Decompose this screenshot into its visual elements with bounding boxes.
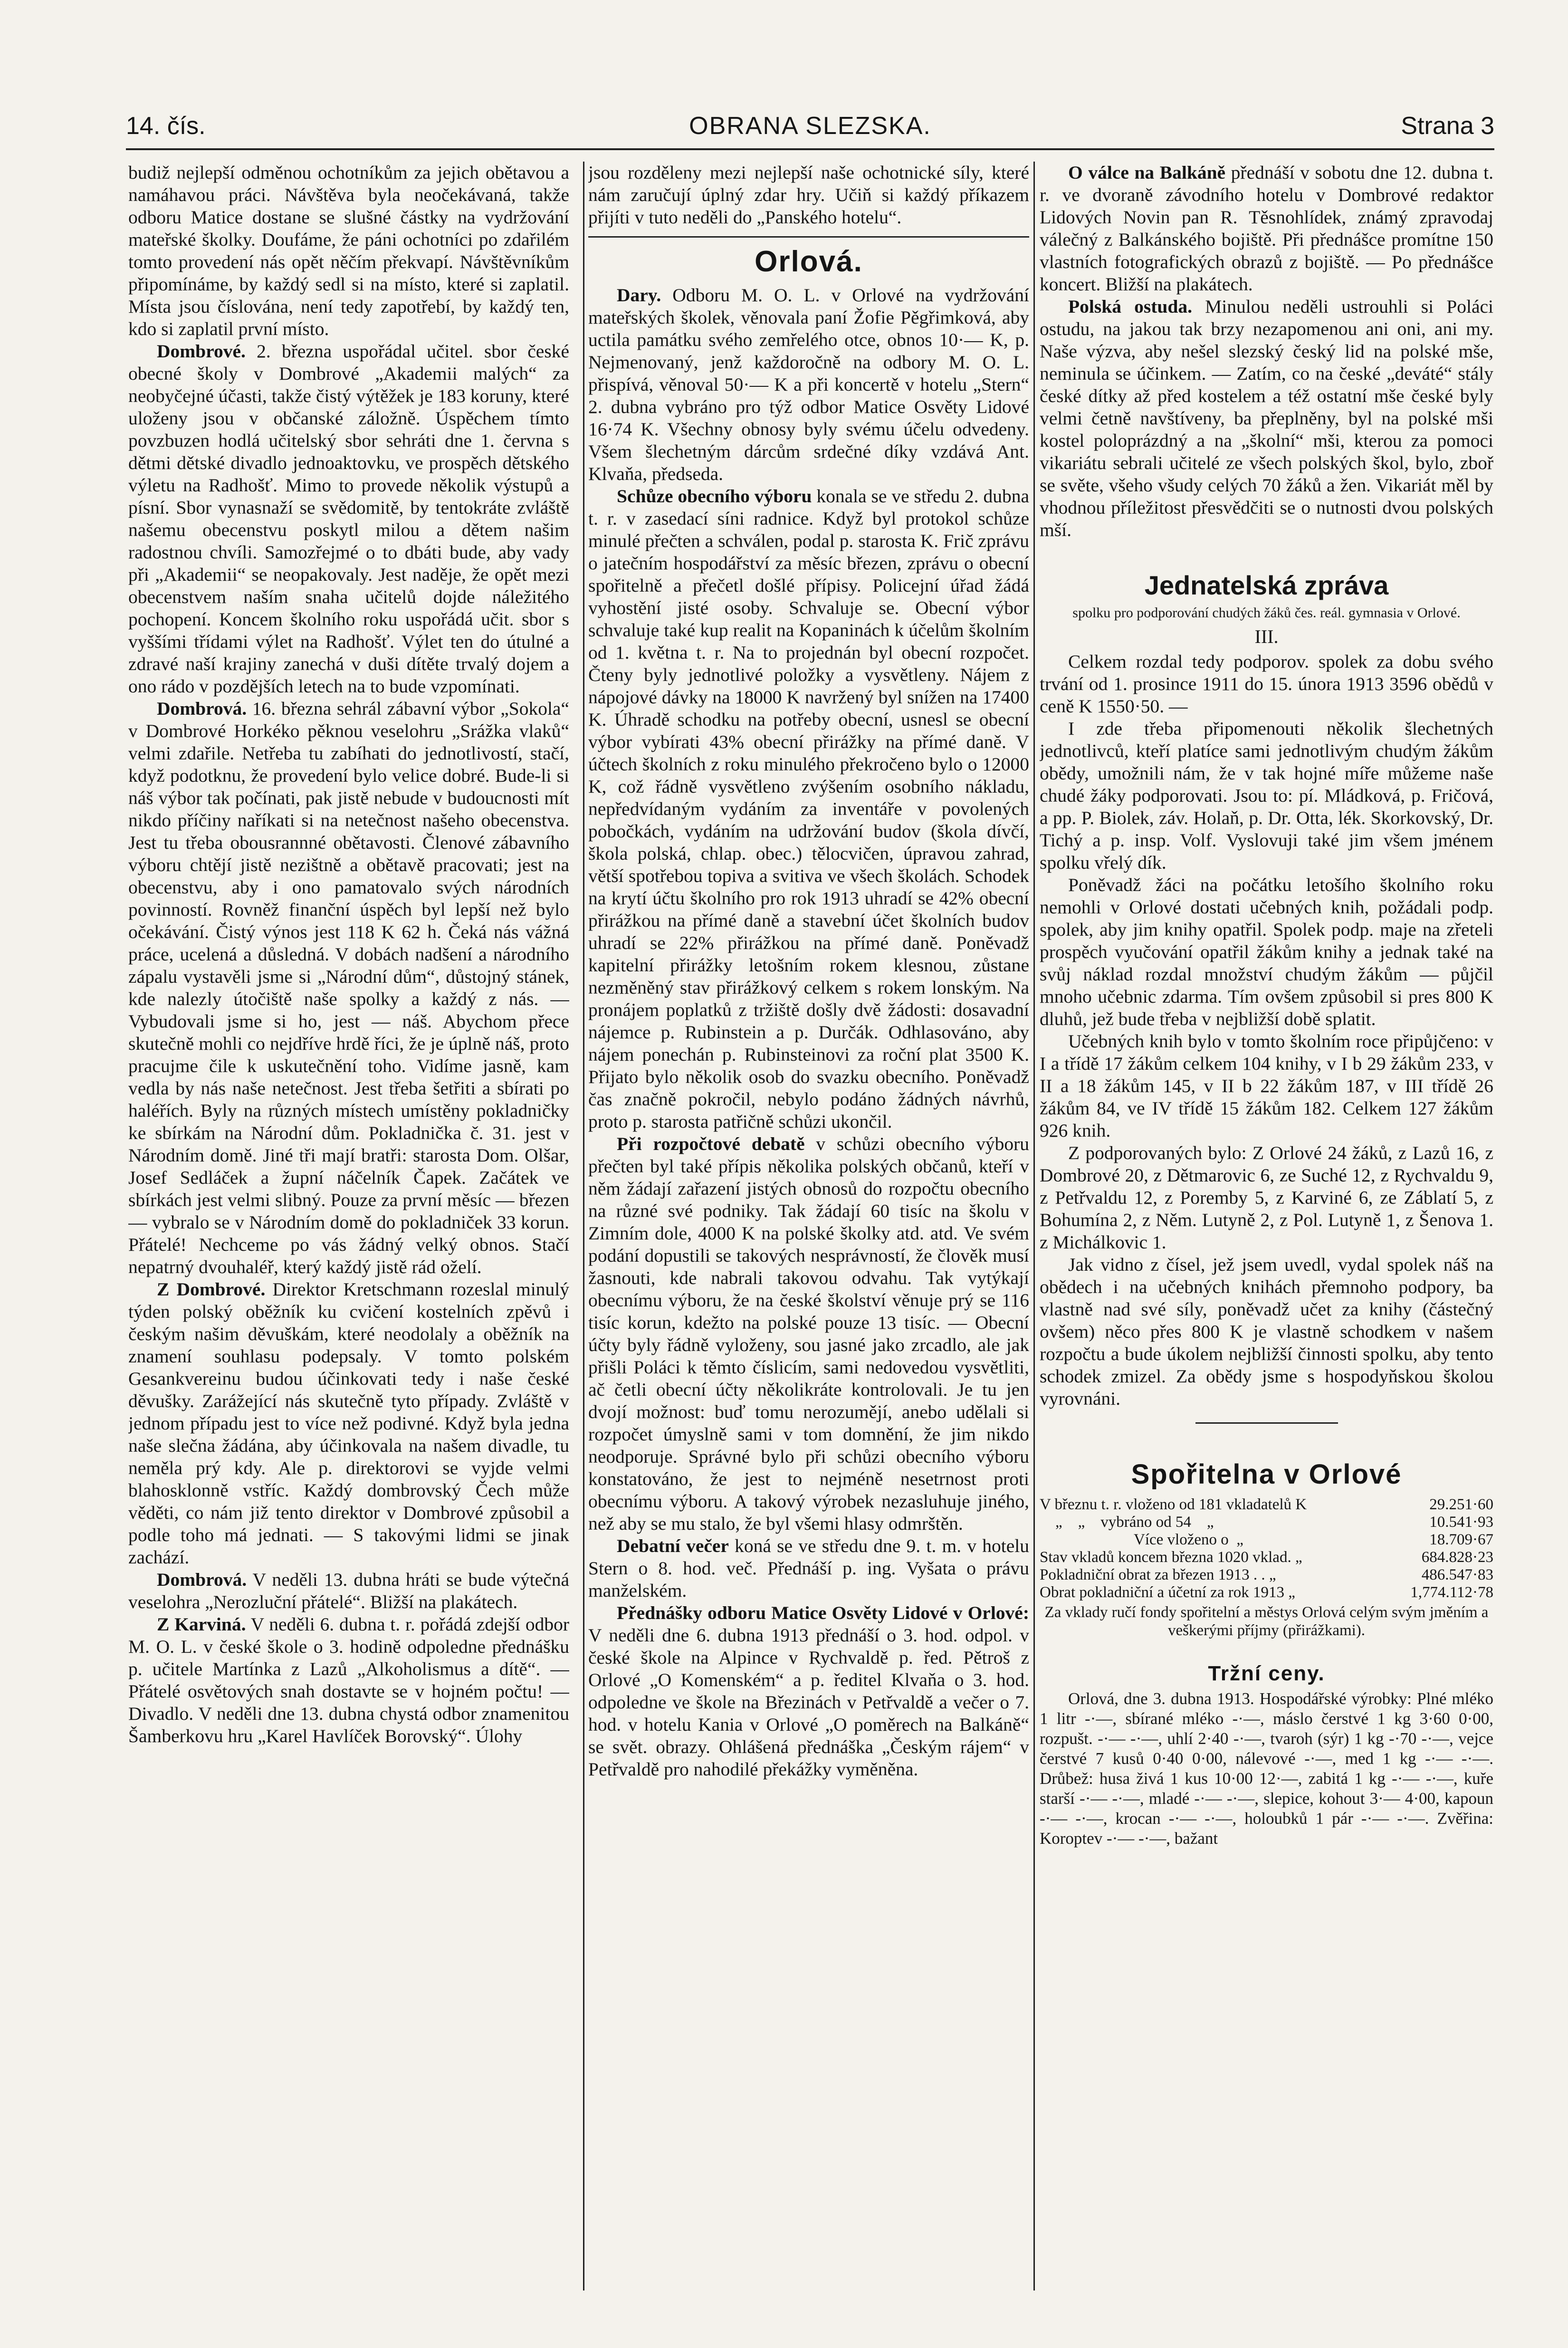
article-paragraph bbox=[588, 1535, 1029, 1602]
article-lead: Polská ostuda. bbox=[1068, 296, 1192, 317]
article-text: Z podporovaných bylo: Z Orlové 24 žáků, z Lazů 16, z Dombrové 20, z Dětmarovic 6, ze Suché 12, z Rychvaldu 9, z Petřvaldu 12, z Poremby 5, z Karviné 6, ze Záblatí 5, z Bohumína 2, z Něm. Lutyně 2, z Pol. Lutyně 1, z Šenova 1. z Michálkovic 1. bbox=[1040, 1142, 1493, 1253]
article-paragraph bbox=[128, 340, 569, 698]
article-text: Učebných knih bylo v tomto školním roce připůjčeno: v I a třídě 17 žákům celkem 104 knihy, v I b 29 žákům 233, v II a 18 žákům 145, v II b 22 žákům 187, v III třídě 26 žákům 84, ve IV třídě 15 žákům 182. Celkem 127 žákům 926 knih. bbox=[1040, 1031, 1493, 1141]
article-text: Jak vidno z čísel, jež jsem uvedl, vydal spolek náš na obědech i na učebných knihách přemnoho podpory, ba vlastně nad své síly, poněvadž učet za knihy (částečný ovšem) něco přes 800 K je vlastně schodkem v našem rozpočtu a bude úkolem nejbližší činnosti spolku, aby tento schodek zmizel. Za obědy jsme s hospodyňskou školou vyrovnáni. bbox=[1040, 1254, 1493, 1409]
column-divider bbox=[1033, 162, 1035, 2290]
article-text: Odboru M. O. L. v Orlové na vydržování mateřských školek, věnovala paní Žofie Pěgřimková, aby uctila památku svého zemřelého otce, obnos 10·— K, p. Nejmenovaný, jenž každoročně na odbory M. O. L. přispívá, věnoval 50·— K a při koncertě v hotelu „Stern“ 2. dubna vybráno pro týž odbor Matice Osvěty Lidové 16·74 K. Všechny obnosy byly svému účelu odvedeny. Všem šlechetným dárcům srdečné díky vzdává Ant. Klvaňa, předseda. bbox=[588, 285, 1029, 484]
article-text: I zde třeba připomenouti několik šlechetných jednotlivců, kteří platíce sami jednotlivým chudým žákům obědy, umožnili nám, že v tak hojné míře můžeme naše chudé žáky podporovati. Jsou to: pí. Mládková, p. Fričová, a pp. P. Biolek, záv. Holaň, p. Dr. Otta, lék. Skorkovský, Dr. Tichý a p. insp. Volf. Vyslovuji také jim všem jménem spolku vřelý dík. bbox=[1040, 718, 1493, 873]
page-number: Strana 3 bbox=[1401, 112, 1494, 140]
article-lead: Dombrové. bbox=[157, 341, 246, 362]
column-3-top bbox=[1040, 162, 1493, 541]
article-text: budiž nejlepší odměnou ochotníkům za jejich obětavou a namáhavou práci. Návštěva byla neočekávaná, takže odboru Matice dostane se slušné částky na vydržování mateřské školky. Doufáme, že páni ochotníci po zdařilém tomto provedení nás opět něčím překvapí. Návštěvníkům připomínáme, by každý sedl si na místo, které si zaplatil. Místa jsou číslována, není tedy zapotřebí, by každý ten, kdo si zaplatil první místo. bbox=[128, 162, 569, 339]
article-paragraph bbox=[1040, 1254, 1493, 1410]
article-lead: Přednášky odboru Matice Osvěty Lidové v Orlové: bbox=[617, 1602, 1029, 1623]
sporitelna-row bbox=[1040, 1566, 1493, 1584]
article-paragraph bbox=[128, 162, 569, 340]
article-text: jsou rozděleny mezi nejlepší naše ochotnické síly, které nám zaručují úplný zdar hry. Učiň si každý příkazem přijíti v tuto neděli do „Panského hotelu“. bbox=[588, 162, 1029, 228]
article-lead: O válce na Balkáně bbox=[1068, 162, 1226, 183]
article-text: V neděli dne 6. dubna 1913 přednáší o 3. hod. odpol. v české škole na Alpince v Rychvaldě p. řed. Pětroš z Orlové „O Komenském“ a p. ředitel Klvaňa o 3. hod. odpoledne ve škole na Březinách v Petřvaldě a večer o 7. hod. v hotelu Kania v Orlové „O poměrech na Balkáně“ se svět. obrazy. Ohlášená přednáška „Českým rájem“ v Petřvaldě pro nahodilé překážky vyměněna. bbox=[588, 1625, 1029, 1780]
jednatelska-body bbox=[1040, 651, 1493, 1410]
article-paragraph bbox=[588, 284, 1029, 485]
sporitelna-value: 684.828·23 bbox=[1421, 1549, 1493, 1566]
article-paragraph bbox=[128, 1613, 569, 1747]
jednatelska-subtitle: spolku pro podporování chudých žáků čes. reál. gymnasia v Orlové. bbox=[1072, 605, 1461, 621]
sporitelna-note: Za vklady ručí fondy spořitelní a městys Orlová celým svým jměním a veškerými příjmy (přirážkami). bbox=[1044, 1604, 1489, 1639]
sporitelna-value: 486.547·83 bbox=[1421, 1566, 1493, 1583]
column-2 bbox=[588, 162, 1029, 2305]
section-rule bbox=[588, 236, 1029, 238]
article-text: Poněvadž žáci na počátku letošího školního roku nemohli v Orlové dostati učebných knih, požádali podp. spolek, aby jim knihy opatřil. Spolek podp. maje na zřeteli prospěch vyučování opatřil žákům knihy a jednak také na svůj náklad rozdal množství chudým žákům — půjčil mnoho učebnic zdarma. Tím ovšem způsobil si pres 800 K dluhů, jež bude třeba v nejbližší době splatit. bbox=[1040, 874, 1493, 1029]
article-text: v schůzi obecního výboru přečten byl také přípis několika polských občanů, kteří v něm žádají zařazení jistých obnosů do rozpočtu obecního na různé své podniky. Tak žádají 60 tisíc na školu v Zimním dole, 4000 K na polské školky atd. atd. Ve svém podání dopustili se takových nesprávností, že člověk musí žasnouti, kde nabrali takovou odvahu. Tak vytýkají obecnímu výboru, že na české školství věnuje prý se 116 tisíc korun, kdežto na polské pouze 13 tisíc. — Obecní účty byly řádně vyloženy, sou jasné jako zrcadlo, ale jak přišli Poláci k těmto číslicím, sami nedovedou vysvětliti, ač četli obecní účty několikráte kontrolovali. Je tu jen dvojí možnost: buď tomu nerozumějí, anebo udělali si rozpočet úmyslně sami v tom domnění, že jim nikdo neodporuje. Správné bylo při schůzi obecního výboru konstatováno, že jest to nejméně nesetrnost proti obecnímu výboru. A takový výrobek nezasluhuje jiného, než aby se mu stalo, že byl všemi hlasy odmrštěn. bbox=[588, 1133, 1029, 1534]
newspaper-title: OBRANA SLEZSKA. bbox=[689, 112, 931, 140]
trzni-ceny-text: Orlová, dne 3. dubna 1913. Hospodářské výrobky: Plné mléko 1 litr -·—, sbírané mléko -·—, máslo čerstvé 1 kg 3·60 0·00, rozpušt. -·— -·—, uhlí 2·40 -·—, tvaroh (sýr) 1 kg -·70 -·—, vejce čerstvé 7 kusů 0·40 0·00, nálevové -·—, med 1 kg -·— -·—. Drůbež: husa živá 1 kus 10·00 12·—, zabitá 1 kg -·— -·—, kuře starší -·— -·—, mladé -·— -·—, slepice, kohout 3·— 4·00, kapoun -·— -·—, krocan -·— -·—, holoubků 1 pár -·— -·—. Zvěřina: Koroptev -·— -·—, bažant bbox=[1040, 1689, 1493, 1848]
trzni-ceny-body bbox=[1040, 1689, 1493, 1849]
column-divider bbox=[583, 162, 584, 2290]
article-text: konala se ve středu 2. dubna t. r. v zasedací síni radnice. Když byl protokol schůze minulé přečten a schválen, podal p. starosta K. Frič zprávu o jatečním hospodářství za měsíc březen, zprávu o obecní spořitelně a přečetl došlé přípisy. Policejní úřad žádá vyhostění jisté osoby. Schvaluje se. Obecní výbor schvaluje také kup realit na Kopaninách k účelům školním od 1. května t. r. Na to projednán byl obecní rozpočet. Čteny byly jednotlivé položky a vysvětleny. Nájem z nápojové dávky na 18000 K navržený byl snížen na 17400 K. Úhradě schodku na potřeby obecní, usnesl se obecní výbor vybírati 43% obecní přirážky na přímé daně. V účtech školních z roku minulého překročeno bylo o 12000 K, což řádně vysvětleno zvýšením osobního nákladu, nepředvídaným vydáním za inventáře v povolených pobočkách, vydáním na udržování budov (škola dívčí, škola polská, chlap. obec.) tělocvičen, úpravou zahrad, větší spotřebou topiva a svitiva ve všech školách. Schodek na krytí účtu školního pro rok 1913 uhradí se 42% obecní přirážkou na přímé daně a stavební účet školních budov uhradí se 22% přirážkou na přímé daně. Poněvadž kapitelní přirážky letošním rokem klesnou, zůstane nezměněný stav přirážkový celkem s rokem lonským. Na pronájem poplatků z tržiště došly dvě žádosti: dosavadní nájemce p. Rubinstein a p. Durčák. Odhlasováno, aby nájem ponechán p. Rubinsteinovi za roční plat 3500 K. Přijato bylo několik osob do svazku obecního. Poněvadž čas značně pokročil, nebylo podáno žádných návrhů, proto p. starosta patřičně schůzi ukončil. bbox=[588, 486, 1029, 1132]
sporitelna-row bbox=[1040, 1549, 1493, 1566]
column-1 bbox=[128, 162, 569, 2305]
sporitelna-label: Pokladniční obrat za březen 1913 . . „ bbox=[1040, 1566, 1276, 1583]
article-text: V neděli 6. dubna t. r. pořádá zdejší odbor M. O. L. v české škole o 3. hodině odpoledne přednášku p. učitele Martínka z Lazů „Alkoholismus a dítě“. — Přátelé osvětových snah dostavte se v hojném počtu! — Divadlo. V neděli dne 13. dubna chystá odbor znamenitou Šamberkovu hru „Karel Havlíček Borovský“. Úlohy bbox=[128, 1614, 569, 1746]
article-lead: Při rozpočtové debatě bbox=[617, 1133, 805, 1154]
article-text: V neděli 13. dubna hráti se bude výtečná veselohra „Nerozluční přátelé“. Bližší na plakátech. bbox=[128, 1569, 569, 1612]
header-rule bbox=[126, 148, 1494, 150]
sporitelna-value: 18.709·67 bbox=[1429, 1531, 1493, 1548]
article-text: Minulou neděli ustrouhli si Poláci ostudu, na jakou tak brzy nezapomenou ani oni, ani my. Naše výzva, aby nešel slezský český lid na polské mše, neminula se účinkem. — Zatím, co na české „deváté“ stály české dítky až před kostelem a též ostatní mše české byly velmi četně navštíveny, ba přeplněny, byl na polské mši kostel poloprázdný a na „školní“ mši, kterou za pomoci vikariátu sebrali učitelé ze všech polských škol, bylo, zboř se světe, všeho všudy celých 70 žáků a žen. Vikariát měl by vhodnou příležitost přesvědčiti se o nutnosti dvou polských mší. bbox=[1040, 296, 1493, 540]
sporitelna-row bbox=[1040, 1496, 1493, 1514]
sporitelna-row bbox=[1040, 1514, 1493, 1531]
sporitelna-label: V březnu t. r. vloženo od 181 vkladatelů K bbox=[1040, 1496, 1307, 1513]
orlova-heading: Orlová. bbox=[755, 245, 863, 278]
sporitelna-heading: Spořitelna v Orlové bbox=[1131, 1459, 1402, 1490]
article-lead: Z Karviná. bbox=[157, 1614, 246, 1635]
article-paragraph bbox=[1040, 874, 1493, 1030]
article-text: přednáší v sobotu dne 12. dubna t. r. ve dvoraně závodního hotelu v Dombrové redaktor Lidových Novin pan R. Těsnohlídek, známý zpravodaj válečný z Balkánského bojiště. Při přednášce promítne 150 vlastních fotografických obrazů z bojiště. — Po přednášce koncert. Bližší na plakátech. bbox=[1040, 162, 1493, 295]
jednatelska-part-number: III. bbox=[1254, 626, 1279, 647]
article-paragraph bbox=[588, 1602, 1029, 1781]
column-3 bbox=[1040, 162, 1493, 2305]
column-2-top bbox=[588, 162, 1029, 229]
article-paragraph bbox=[1040, 1030, 1493, 1142]
article-lead: Dary. bbox=[617, 285, 661, 306]
issue-number: 14. čís. bbox=[126, 112, 206, 140]
article-lead: Schůze obecního výboru bbox=[617, 486, 812, 507]
jednatelska-heading: Jednatelská zpráva bbox=[1144, 570, 1389, 600]
article-paragraph bbox=[128, 1278, 569, 1569]
sporitelna-label: „ „ vybráno od 54 „ bbox=[1040, 1514, 1214, 1531]
sporitelna-row bbox=[1040, 1531, 1493, 1549]
sporitelna-table bbox=[1040, 1496, 1493, 1601]
article-paragraph bbox=[1040, 162, 1493, 296]
article-paragraph bbox=[588, 162, 1029, 229]
sporitelna-label: Stav vkladů koncem března 1020 vklad. „ bbox=[1040, 1549, 1302, 1566]
sporitelna-row bbox=[1040, 1584, 1493, 1601]
sporitelna-label: Více vloženo o „ bbox=[1040, 1531, 1243, 1548]
section-rule bbox=[1195, 1422, 1338, 1424]
column-2-body bbox=[588, 284, 1029, 1781]
article-text: Direktor Kretschmann rozeslal minulý týden polský oběžník ku cvičení kostelních zpěvů i českým našim děvuškám, které neodolaly a oběžník na znamení souhlasu podepsaly. V tomto polském Gesankvereinu budou účinkovati tedy i naše české děvušky. Zarážející nás skutečně tyto případy. Zvláště v jednom případu jest to více než podivné. Když byla jedna naše slečna žádána, aby účinkovala na našem divadle, tu neměla prý kdy. Ale p. direktorovi se vyjde velmi blahosklonně vstříc. Každý dombrovský Čech může věděti, co nám již tento direktor v Dombrové způsobil a podle toho má jednati. — S takovými lidmi se jinak zachází. bbox=[128, 1279, 569, 1568]
sporitelna-value: 10.541·93 bbox=[1429, 1514, 1493, 1531]
article-paragraph bbox=[1040, 651, 1493, 718]
article-text: koná se ve středu dne 9. t. m. v hotelu Stern o 8. hod. več. Přednáší p. ing. Vyšata o právu manželském. bbox=[588, 1535, 1029, 1601]
page-header bbox=[126, 112, 1494, 145]
article-lead: Dombrová. bbox=[157, 698, 247, 719]
article-lead: Dombrová. bbox=[157, 1569, 247, 1590]
article-lead: Z Dombrové. bbox=[157, 1279, 266, 1300]
trzni-ceny-heading: Tržní ceny. bbox=[1208, 1662, 1325, 1685]
article-paragraph bbox=[1040, 1142, 1493, 1254]
article-paragraph bbox=[588, 485, 1029, 1133]
article-paragraph bbox=[1040, 718, 1493, 874]
article-paragraph bbox=[588, 1133, 1029, 1535]
article-paragraph bbox=[128, 698, 569, 1278]
article-text: 16. března sehrál zábavní výbor „Sokola“ v Dombrové Horkéko pěknou veselohru „Srážka vlaků“ velmi zdařile. Netřeba tu zabíhati do jednotlivostí, stačí, když podotknu, že provedení bylo velice dobré. Bude-li si náš výbor tak počínati, pak jistě nebude v budoucnosti mít nikdo příčiny naříkati si na netečnost našeho obecenstva. Jest tu třeba obousrannné obětavosti. Členové zábavního výboru chtějí jistě nezištně a obětavě pracovati; jest na obecenstvu, aby i ono pamatovalo svých národních povinností. Rovněž finanční úspěch byl lepší než bylo očekávání. Čistý výnos jest 118 K 62 h. Čeká nás vážná práce, ucelená a důsledná. V dobách nadšení a národního zápalu vystavěli jsme si „Národní dům“, důstojný stánek, kde nalezly útočiště naše spolky a každý z nás. — Vybudovali jsme si ho, jest — náš. Abychom přece skutečně mohli co nejdříve hrdě říci, že je úplně náš, proto pracujme čile k uskutečnění toho. Vidíme jasně, kam vedla by nás naše netečnost. Jest třeba šetřiti a sbírati po haléřích. Byly na různých místech umístěny pokladničky ke sbírkám na Národní dům. Pokladnička č. 31. jest v Národním domě. Jiné tři mají bratři: starosta Dom. Olšar, Josef Sedláček a župní náčelník Čapek. Začátek ve sbírkách jest velmi slibný. Pouze za první měsíc — březen — vybralo se v Národním domě do pokladniček 33 korun. Přátelé! Nechceme po vás žádný velký obnos. Stačí nepatrný dvouhaléř, který každý jistě rád oželí. bbox=[128, 698, 569, 1277]
sporitelna-value: 29.251·60 bbox=[1429, 1496, 1493, 1513]
article-text: 2. března uspořádal učitel. sbor české obecné školy v Dombrové „Akademii malých“ za neobyčejné účasti, takže čistý výtěžek je 183 koruny, které uloženy jsou v občanské záložně. Úspěchem tímto povzbuzen hodlá učitelský sbor sehráti dne 1. června s dětmi dětské divadlo jednoaktovku, ve prospěch dětského výletu na Radhošť. Mimo to provede několik výstupů a písní. Sbor vynasnaží se svědomitě, by tentokráte zvláště našemu obecenstvu poskytl milou a dětem našim radostnou chvíli. Samozřejmé o to dbáti bude, aby vady při „Akademii“ se neopakovaly. Jest naděje, že opět mezi obecenstvem naším snaha učitelů dojde náležitého pochopení. Koncem školního roku uspořádá učit. sbor s vyššími třídami výlet na Radhošť. Výlet ten do útulné a zdravé naší krajiny zanechá v duši dítěte trvalý dojem a ono rádo v pozdějších letech na to bude vzpomínati. bbox=[128, 341, 569, 697]
article-paragraph bbox=[128, 1569, 569, 1613]
sporitelna-value: 1,774.112·78 bbox=[1410, 1584, 1493, 1601]
article-text: Celkem rozdal tedy podporov. spolek za dobu svého trvání od 1. prosince 1911 do 15. února 1913 3596 obědů v ceně K 1550·50. — bbox=[1040, 651, 1493, 717]
article-lead: Debatní večer bbox=[617, 1535, 729, 1556]
sporitelna-label: Obrat pokladniční a účetní za rok 1913 „ bbox=[1040, 1584, 1295, 1601]
article-paragraph bbox=[1040, 296, 1493, 541]
